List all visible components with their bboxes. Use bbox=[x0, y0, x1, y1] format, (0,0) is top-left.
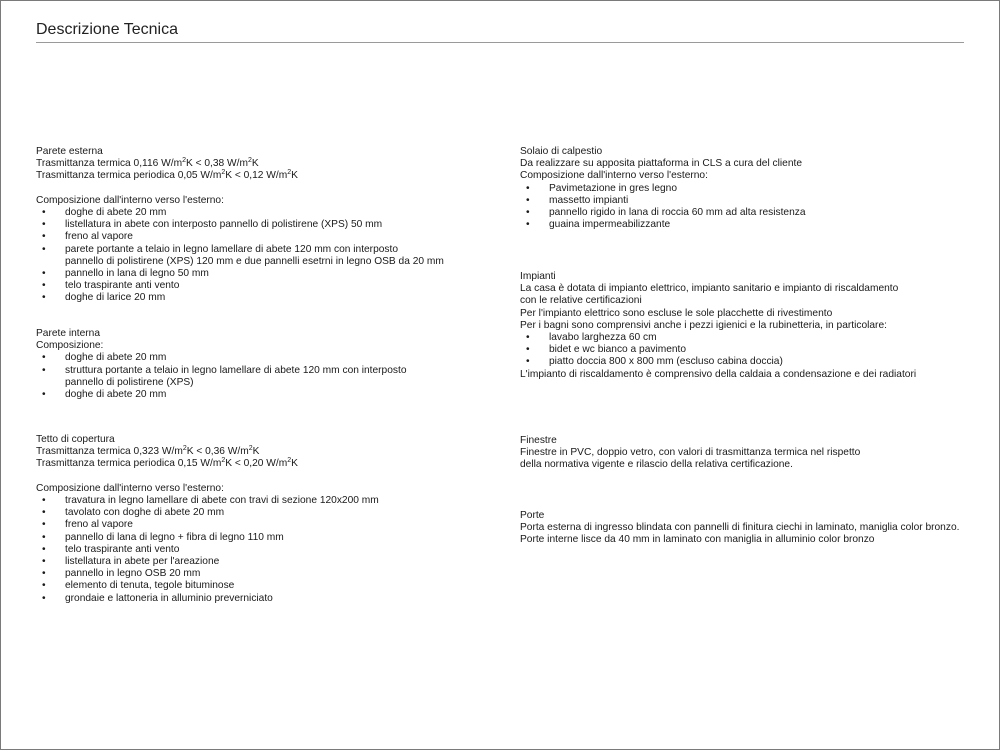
list-item-continuation: pannello di polistirene (XPS) bbox=[65, 376, 194, 388]
right-column bbox=[520, 0, 975, 750]
list-item-text: parete portante a telaio in legno lamellare di abete 120 mm con interposto bbox=[65, 243, 398, 255]
list-item bbox=[36, 207, 486, 219]
impianti-lines bbox=[520, 283, 975, 332]
list-item-text: pannello in legno OSB 20 mm bbox=[65, 568, 201, 580]
list-item-text: elemento di tenuta, tegole bituminose bbox=[65, 580, 235, 592]
finestre-lines bbox=[520, 447, 975, 471]
text-line: La casa è dotata di impianto elettrico, impianto sanitario e impianto di riscaldamento bbox=[520, 283, 899, 295]
list-item-text: bidet e wc bianco a pavimento bbox=[549, 344, 687, 356]
text-line: Porte interne lisce da 40 mm in laminato con maniglia in alluminio color bronzo bbox=[520, 534, 875, 546]
bullet-icon: • bbox=[526, 344, 530, 356]
text-line: Per l'impianto elettrico sono escluse le sole placchette di rivestimento bbox=[520, 307, 833, 319]
section-impianti bbox=[520, 271, 975, 381]
bullet-icon: • bbox=[526, 194, 530, 206]
trasmittanza-periodica-line: Trasmittanza termica periodica 0,15 $W/m^2K < 0,20$ $W/m^2K$ bbox=[36, 457, 298, 470]
list-item bbox=[36, 280, 486, 292]
list-item bbox=[36, 507, 486, 519]
bullet-icon: • bbox=[42, 592, 46, 604]
list-item-text: pannello di lana di legno + fibra di legno 110 mm bbox=[65, 531, 284, 543]
bullet-icon: • bbox=[42, 352, 46, 364]
bullet-icon: • bbox=[42, 519, 46, 531]
bullet-icon: • bbox=[526, 207, 530, 219]
section-solaio bbox=[520, 146, 975, 231]
composition-list bbox=[36, 352, 486, 401]
list-item bbox=[36, 532, 486, 544]
composition-label: Composizione: bbox=[36, 340, 104, 352]
section-finestre bbox=[520, 435, 975, 472]
list-item-text: travatura in legno lamellare di abete con travi di sezione 120x200 mm bbox=[65, 495, 379, 506]
bullet-icon: • bbox=[42, 280, 46, 292]
list-item-text: Pavimetazione in gres legno bbox=[549, 182, 677, 194]
left-column bbox=[36, 0, 486, 750]
list-item bbox=[36, 292, 486, 304]
section-porte bbox=[520, 510, 975, 547]
text-line: con le relative certificazioni bbox=[520, 295, 642, 307]
bullet-icon: • bbox=[42, 580, 46, 592]
list-item bbox=[36, 580, 486, 592]
bullet-icon: • bbox=[42, 292, 46, 304]
bullet-icon: • bbox=[42, 268, 46, 280]
list-item bbox=[36, 495, 486, 507]
list-item bbox=[520, 344, 975, 356]
bullet-icon: • bbox=[42, 531, 46, 543]
composition-label: Composizione dall'interno verso l'esterno: bbox=[520, 170, 708, 182]
section-heading: Tetto di copertura bbox=[36, 434, 115, 445]
trasmittanza-periodica-line: Trasmittanza termica periodica 0,05 $W/m^2K < 0,12$ $W/m^2K$ bbox=[36, 169, 298, 182]
section-heading: Impianti bbox=[520, 271, 556, 282]
bullet-icon: • bbox=[42, 389, 46, 401]
list-item-text: freno al vapore bbox=[65, 519, 133, 531]
bullet-icon: • bbox=[526, 332, 530, 344]
bullet-icon: • bbox=[526, 182, 530, 194]
bullet-icon: • bbox=[42, 495, 46, 506]
list-item-text: tavolato con doghe di abete 20 mm bbox=[65, 507, 225, 519]
section-parete-interna bbox=[36, 328, 486, 401]
list-item-text: doghe di abete 20 mm bbox=[65, 207, 167, 218]
text-line: Porta esterna di ingresso blindata con pannelli di finitura ciechi in laminato, maniglia color bronzo. bbox=[520, 522, 960, 534]
list-item-text: freno al vapore bbox=[65, 231, 133, 243]
composition-label: Composizione dall'interno verso l'esterno: bbox=[36, 482, 224, 494]
list-item bbox=[36, 556, 486, 568]
porte-lines bbox=[520, 522, 975, 546]
bullet-icon: • bbox=[42, 243, 46, 255]
bullet-icon: • bbox=[42, 231, 46, 243]
bullet-icon: • bbox=[42, 219, 46, 231]
list-item-continuation: pannello di polistirene (XPS) 120 mm e due pannelli esetrni in legno OSB da 20 mm bbox=[65, 255, 444, 267]
list-item bbox=[36, 231, 486, 243]
impianti-closing: L'impianto di riscaldamento è comprensivo della caldaia a condensazione e dei radiatori bbox=[520, 368, 917, 380]
trasmittanza-line: Trasmittanza termica 0,116 $W/m^2K < 0,38$ $W/m^2K$ bbox=[36, 157, 259, 170]
section-heading: Parete esterna bbox=[36, 146, 103, 157]
section-parete-esterna bbox=[36, 146, 486, 305]
bullet-icon: • bbox=[42, 364, 46, 376]
list-item bbox=[36, 389, 486, 401]
list-item bbox=[520, 195, 975, 207]
list-item bbox=[36, 593, 486, 605]
trasmittanza-line: Trasmittanza termica 0,323 $W/m^2K < 0,36$ $W/m^2K$ bbox=[36, 445, 260, 458]
bullet-icon: • bbox=[42, 207, 46, 218]
bullet-icon: • bbox=[526, 219, 530, 231]
list-item-text: grondaie e lattoneria in alluminio preverniciato bbox=[65, 592, 273, 604]
list-item-text: massetto impianti bbox=[549, 194, 629, 206]
bullet-icon: • bbox=[42, 507, 46, 519]
list-item bbox=[36, 268, 486, 280]
list-item-text: pannello in lana di legno 50 mm bbox=[65, 268, 209, 280]
list-item bbox=[36, 219, 486, 231]
list-item bbox=[36, 352, 486, 364]
text-line: Per i bagni sono comprensivi anche i pezzi igienici e la rubinetteria, in particolare: bbox=[520, 319, 887, 331]
list-item bbox=[520, 219, 975, 231]
section-heading: Solaio di calpestio bbox=[520, 146, 603, 157]
list-item bbox=[36, 544, 486, 556]
list-item-text: pannello rigido in lana di roccia 60 mm ad alta resistenza bbox=[549, 207, 806, 219]
list-item-text: doghe di larice 20 mm bbox=[65, 292, 166, 304]
composition-list bbox=[520, 183, 975, 232]
list-item-text: struttura portante a telaio in legno lamellare di abete 120 mm con interposto bbox=[65, 364, 407, 376]
bullet-icon: • bbox=[526, 356, 530, 368]
section-tetto-copertura bbox=[36, 434, 486, 605]
bullet-icon: • bbox=[42, 568, 46, 580]
text-line: della normativa vigente e rilascio della relativa certificazione. bbox=[520, 459, 793, 471]
list-item bbox=[520, 356, 975, 368]
bagni-list bbox=[520, 332, 975, 369]
list-item-text: doghe di abete 20 mm bbox=[65, 352, 167, 364]
section-heading: Porte bbox=[520, 510, 545, 521]
list-item bbox=[520, 332, 975, 344]
bullet-icon: • bbox=[42, 543, 46, 555]
list-item-text: guaina impermeabilizzante bbox=[549, 219, 671, 231]
text-line: Finestre in PVC, doppio vetro, con valori di trasmittanza termica nel rispetto bbox=[520, 447, 861, 459]
list-item bbox=[36, 244, 486, 268]
solaio-note: Da realizzare su apposita piattaforma in CLS a cura del cliente bbox=[520, 158, 803, 170]
list-item-text: listellatura in abete per l'areazione bbox=[65, 556, 220, 568]
section-heading: Finestre bbox=[520, 435, 557, 446]
composition-label: Composizione dall'interno verso l'esterno: bbox=[36, 194, 224, 206]
list-item-text: telo traspirante anti vento bbox=[65, 280, 180, 292]
page-title: Descrizione Tecnica bbox=[36, 21, 178, 38]
list-item-text: listellatura in abete con interposto pannello di polistirene (XPS) 50 mm bbox=[65, 219, 383, 231]
list-item bbox=[520, 207, 975, 219]
list-item bbox=[36, 519, 486, 531]
list-item bbox=[36, 568, 486, 580]
list-item bbox=[520, 183, 975, 195]
list-item bbox=[36, 365, 486, 389]
section-heading: Parete interna bbox=[36, 328, 100, 339]
composition-list bbox=[36, 207, 486, 305]
list-item-text: telo traspirante anti vento bbox=[65, 543, 180, 555]
list-item-text: piatto doccia 800 x 800 mm (escluso cabina doccia) bbox=[549, 356, 783, 368]
bullet-icon: • bbox=[42, 556, 46, 568]
composition-list bbox=[36, 495, 486, 605]
list-item-text: lavabo larghezza 60 cm bbox=[549, 332, 657, 344]
list-item-text: doghe di abete 20 mm bbox=[65, 389, 167, 401]
